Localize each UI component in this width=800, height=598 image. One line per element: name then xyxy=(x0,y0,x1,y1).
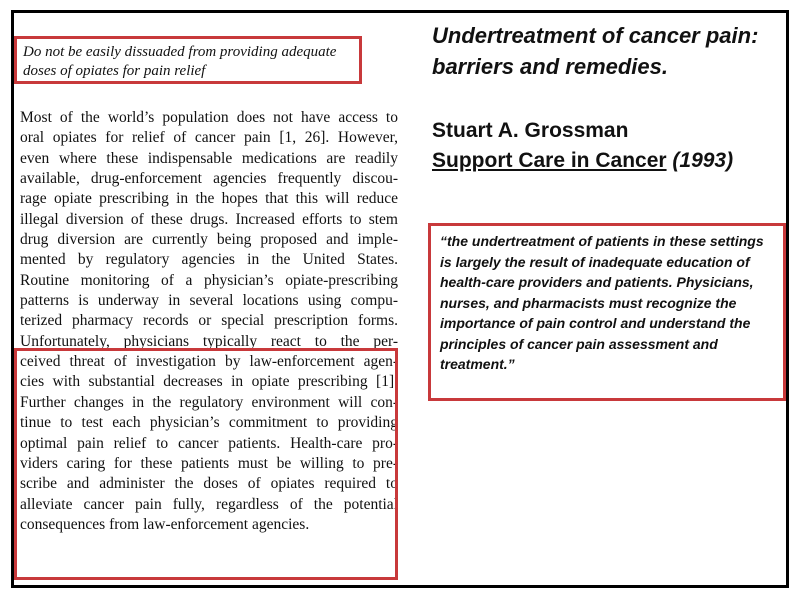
quote-line: is largely the result of inadequate education of xyxy=(440,253,750,270)
journal-citation xyxy=(432,147,733,175)
paragraph-line: viders caring for these patients must be willing to pre- xyxy=(20,454,398,472)
highlighted-heading xyxy=(14,36,362,84)
paragraph-line: mented by regulatory agencies in the United States. xyxy=(20,251,398,269)
paragraph-line: ceived threat of investigation by law-enforcement agen- xyxy=(20,353,398,371)
paragraph-line: patterns is underway in several locations using compu- xyxy=(20,292,398,310)
paragraph-line: illegal diversion of these drugs. Increased efforts to stem xyxy=(20,210,398,228)
title-line: barriers and remedies. xyxy=(432,54,669,79)
quote-line: principles of cancer pain assessment and xyxy=(440,335,718,352)
paragraph-line: Most of the world’s population does not have access to xyxy=(20,109,398,126)
paragraph-line: optimal pain relief to cancer patients. Health-care pro- xyxy=(20,434,398,452)
quote-line: nurses, and pharmacists must recognize the xyxy=(440,294,737,311)
paragraph-line: tinue to test each physician’s commitment to providing xyxy=(20,414,398,432)
paragraph-line: terized pharmacy records or special prescription forms. xyxy=(20,312,398,330)
paragraph-line: consequences from law-enforcement agencies. xyxy=(20,515,310,533)
journal-name: Support Care in Cancer xyxy=(432,149,667,172)
paragraph-line: Further changes in the regulatory environment will con- xyxy=(20,393,398,411)
heading-line: doses of opiates for pain relief xyxy=(23,63,206,79)
quote-line: treatment.” xyxy=(440,356,515,372)
quote-line: health-care providers and patients. Physicians, xyxy=(440,274,754,290)
quote-line: “the undertreatment of patients in these settings xyxy=(440,233,764,249)
paragraph-line: drug diversion are currently being proposed and imple- xyxy=(20,231,398,249)
quote-line: importance of pain control and understand the xyxy=(440,315,751,331)
paragraph-line: Unfortunately, physicians typically react to the per- xyxy=(20,332,398,350)
paragraph-line: available, drug-enforcement agencies frequently discou- xyxy=(20,170,398,188)
highlighted-passage-box xyxy=(14,348,398,580)
paragraph-line: Routine monitoring of a physician’s opiate-prescribing xyxy=(20,271,398,289)
paragraph-line: alleviate cancer pain fully, regardless of the potential xyxy=(20,495,398,513)
publication-year: (1993) xyxy=(672,149,734,172)
paragraph-line: rage opiate prescribing in the hopes that this will reduce xyxy=(20,190,398,208)
article-title xyxy=(432,20,782,82)
paragraph-line: oral opiates for relief of cancer pain [1, 26]. However, xyxy=(20,129,398,147)
heading-line: Do not be easily dissuaded from providing adequate xyxy=(23,44,337,60)
paragraph-line: scribe and administer the doses of opiates required to xyxy=(20,475,398,493)
title-line: Undertreatment of cancer pain: xyxy=(432,23,759,48)
paragraph-line: cies with substantial decreases in opiate prescribing [1]. xyxy=(20,373,398,391)
author-name: Stuart A. Grossman xyxy=(432,119,629,142)
highlighted-quote xyxy=(428,223,786,401)
paragraph-line: even where these indispensable medications are readily xyxy=(20,149,398,167)
